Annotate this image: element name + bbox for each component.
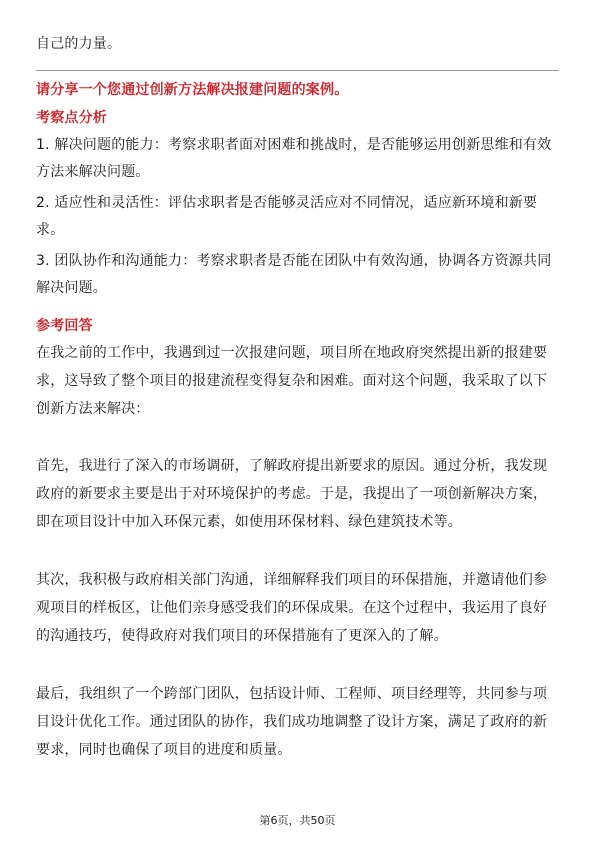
answer-heading: 参考回答	[36, 318, 93, 334]
analysis-heading: 考察点分析	[36, 110, 107, 126]
answer-line: 其次，我积极与政府相关部门沟通，详细解释我们项目的环保措施，并邀请他们参	[36, 572, 548, 588]
answer-line: 求，这导致了整个项目的报建流程变得复杂和困难。面对这个问题，我采取了以下	[36, 373, 548, 389]
answer-line: 政府的新要求主要是出于对环境保护的考虑。于是，我提出了一项创新解决方案，	[36, 486, 548, 502]
answer-line: 即在项目设计中加入环保元素，如使用环保材料、绿色建筑技术等。	[36, 514, 462, 530]
page-number: 第6页，共50页	[259, 814, 336, 827]
answer-line: 最后，我组织了一个跨部门团队，包括设计师、工程师、项目经理等，共同参与项	[36, 686, 548, 702]
answer-line: 创新方法来解决：	[36, 401, 150, 417]
intro-tail-text: 自己的力量。	[36, 36, 122, 52]
answer-line: 的沟通技巧，使得政府对我们项目的环保措施有了更深入的了解。	[36, 628, 448, 644]
analysis-line: 2. 适应性和灵活性：评估求职者是否能够灵活应对不同情况，适应新环境和新要	[36, 195, 538, 211]
question-heading: 请分享一个您通过创新方法解决报建问题的案例。	[36, 82, 349, 98]
analysis-line: 3. 团队协作和沟通能力：考察求职者是否能在团队中有效沟通，协调各方资源共同	[36, 253, 552, 269]
answer-line: 要求，同时也确保了项目的进度和质量。	[36, 742, 292, 758]
analysis-line: 方法来解决问题。	[36, 164, 150, 180]
analysis-line: 解决问题。	[36, 280, 107, 296]
answer-line: 观项目的样板区，让他们亲身感受我们的环保成果。在这个过程中，我运用了良好	[36, 600, 548, 616]
analysis-line: 1. 解决问题的能力：考察求职者面对困难和挑战时，是否能够运用创新思维和有效	[36, 137, 552, 153]
answer-line: 首先，我进行了深入的市场调研，了解政府提出新要求的原因。通过分析，我发现	[36, 458, 548, 474]
section-divider	[36, 70, 559, 71]
answer-line: 在我之前的工作中，我遇到过一次报建问题，项目所在地政府突然提出新的报建要	[36, 345, 548, 361]
analysis-line: 求。	[36, 222, 65, 238]
answer-line: 目设计优化工作。通过团队的协作，我们成功地调整了设计方案，满足了政府的新	[36, 714, 548, 730]
